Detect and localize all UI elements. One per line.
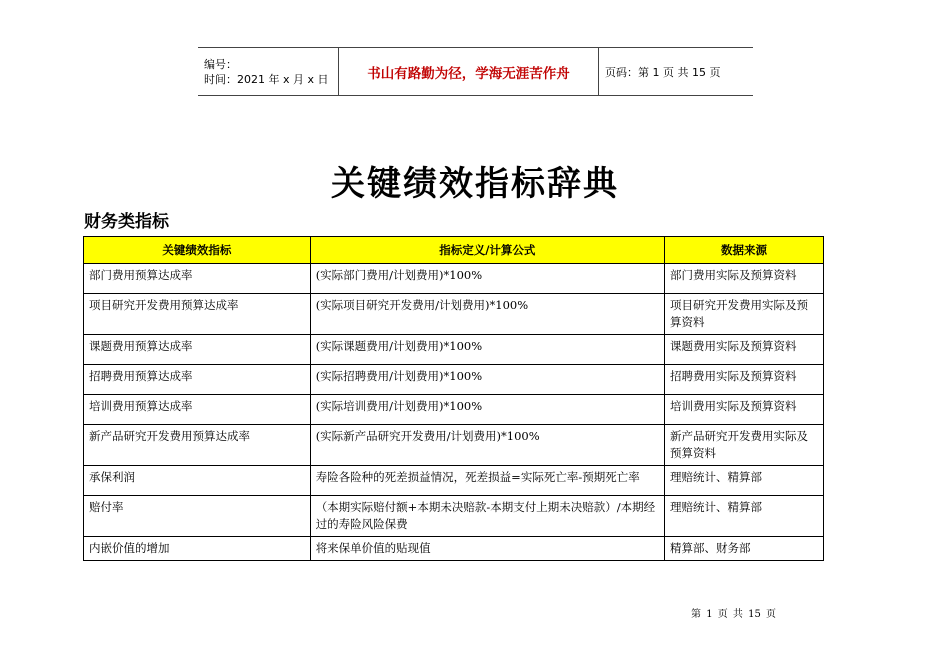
table-row <box>84 496 824 537</box>
kpi-cell: 内嵌价值的增加 <box>84 537 311 561</box>
formula-cell: （本期实际赔付额+本期未决赔款-本期支付上期未决赔款）/本期经过的寿险风险保费 <box>310 496 664 537</box>
section-title: 财务类指标 <box>84 212 169 232</box>
page-label: 页码：第 1 页 共 15 页 <box>605 65 721 79</box>
column-header-kpi: 关键绩效指标 <box>84 237 311 264</box>
formula-cell: (实际新产品研究开发费用/计划费用)*100% <box>310 425 664 466</box>
code-label: 编号： <box>204 57 237 71</box>
time-label: 时间：2021 年 x 月 x 日 <box>204 72 329 86</box>
source-cell: 招聘费用实际及预算资料 <box>665 365 824 395</box>
header-left-cell <box>198 48 339 96</box>
kpi-cell: 新产品研究开发费用预算达成率 <box>84 425 311 466</box>
document-title: 关键绩效指标辞典 <box>331 164 619 204</box>
table-header-row <box>84 237 824 264</box>
source-cell: 理赔统计、精算部 <box>665 496 824 537</box>
kpi-cell: 承保利润 <box>84 466 311 496</box>
source-cell: 培训费用实际及预算资料 <box>665 395 824 425</box>
source-cell: 理赔统计、精算部 <box>665 466 824 496</box>
table-row <box>84 395 824 425</box>
kpi-table <box>83 236 824 561</box>
page-footer: 第 1 页 共 15 页 <box>691 609 776 620</box>
table-row <box>84 294 824 335</box>
source-cell: 精算部、财务部 <box>665 537 824 561</box>
kpi-cell: 招聘费用预算达成率 <box>84 365 311 395</box>
header-table <box>198 47 753 96</box>
formula-cell: (实际课题费用/计划费用)*100% <box>310 335 664 365</box>
formula-cell: (实际培训费用/计划费用)*100% <box>310 395 664 425</box>
source-cell: 项目研究开发费用实际及预算资料 <box>665 294 824 335</box>
kpi-cell: 赔付率 <box>84 496 311 537</box>
kpi-cell: 项目研究开发费用预算达成率 <box>84 294 311 335</box>
kpi-cell: 部门费用预算达成率 <box>84 264 311 294</box>
formula-cell: (实际项目研究开发费用/计划费用)*100% <box>310 294 664 335</box>
source-cell: 部门费用实际及预算资料 <box>665 264 824 294</box>
formula-cell: 将来保单价值的贴现值 <box>310 537 664 561</box>
formula-cell: (实际招聘费用/计划费用)*100% <box>310 365 664 395</box>
column-header-formula: 指标定义/计算公式 <box>310 237 664 264</box>
kpi-cell: 课题费用预算达成率 <box>84 335 311 365</box>
table-row <box>84 264 824 294</box>
table-row <box>84 466 824 496</box>
table-row <box>84 365 824 395</box>
table-row <box>84 537 824 561</box>
source-cell: 课题费用实际及预算资料 <box>665 335 824 365</box>
column-header-source: 数据来源 <box>665 237 824 264</box>
motto: 书山有路勤为径，学海无涯苦作舟 <box>367 65 570 82</box>
formula-cell: (实际部门费用/计划费用)*100% <box>310 264 664 294</box>
formula-cell: 寿险各险种的死差损益情况，死差损益=实际死亡率-预期死亡率 <box>310 466 664 496</box>
table-row <box>84 335 824 365</box>
header-motto-cell <box>339 48 599 96</box>
table-row <box>84 425 824 466</box>
kpi-cell: 培训费用预算达成率 <box>84 395 311 425</box>
header-page-cell <box>599 48 754 96</box>
source-cell: 新产品研究开发费用实际及预算资料 <box>665 425 824 466</box>
